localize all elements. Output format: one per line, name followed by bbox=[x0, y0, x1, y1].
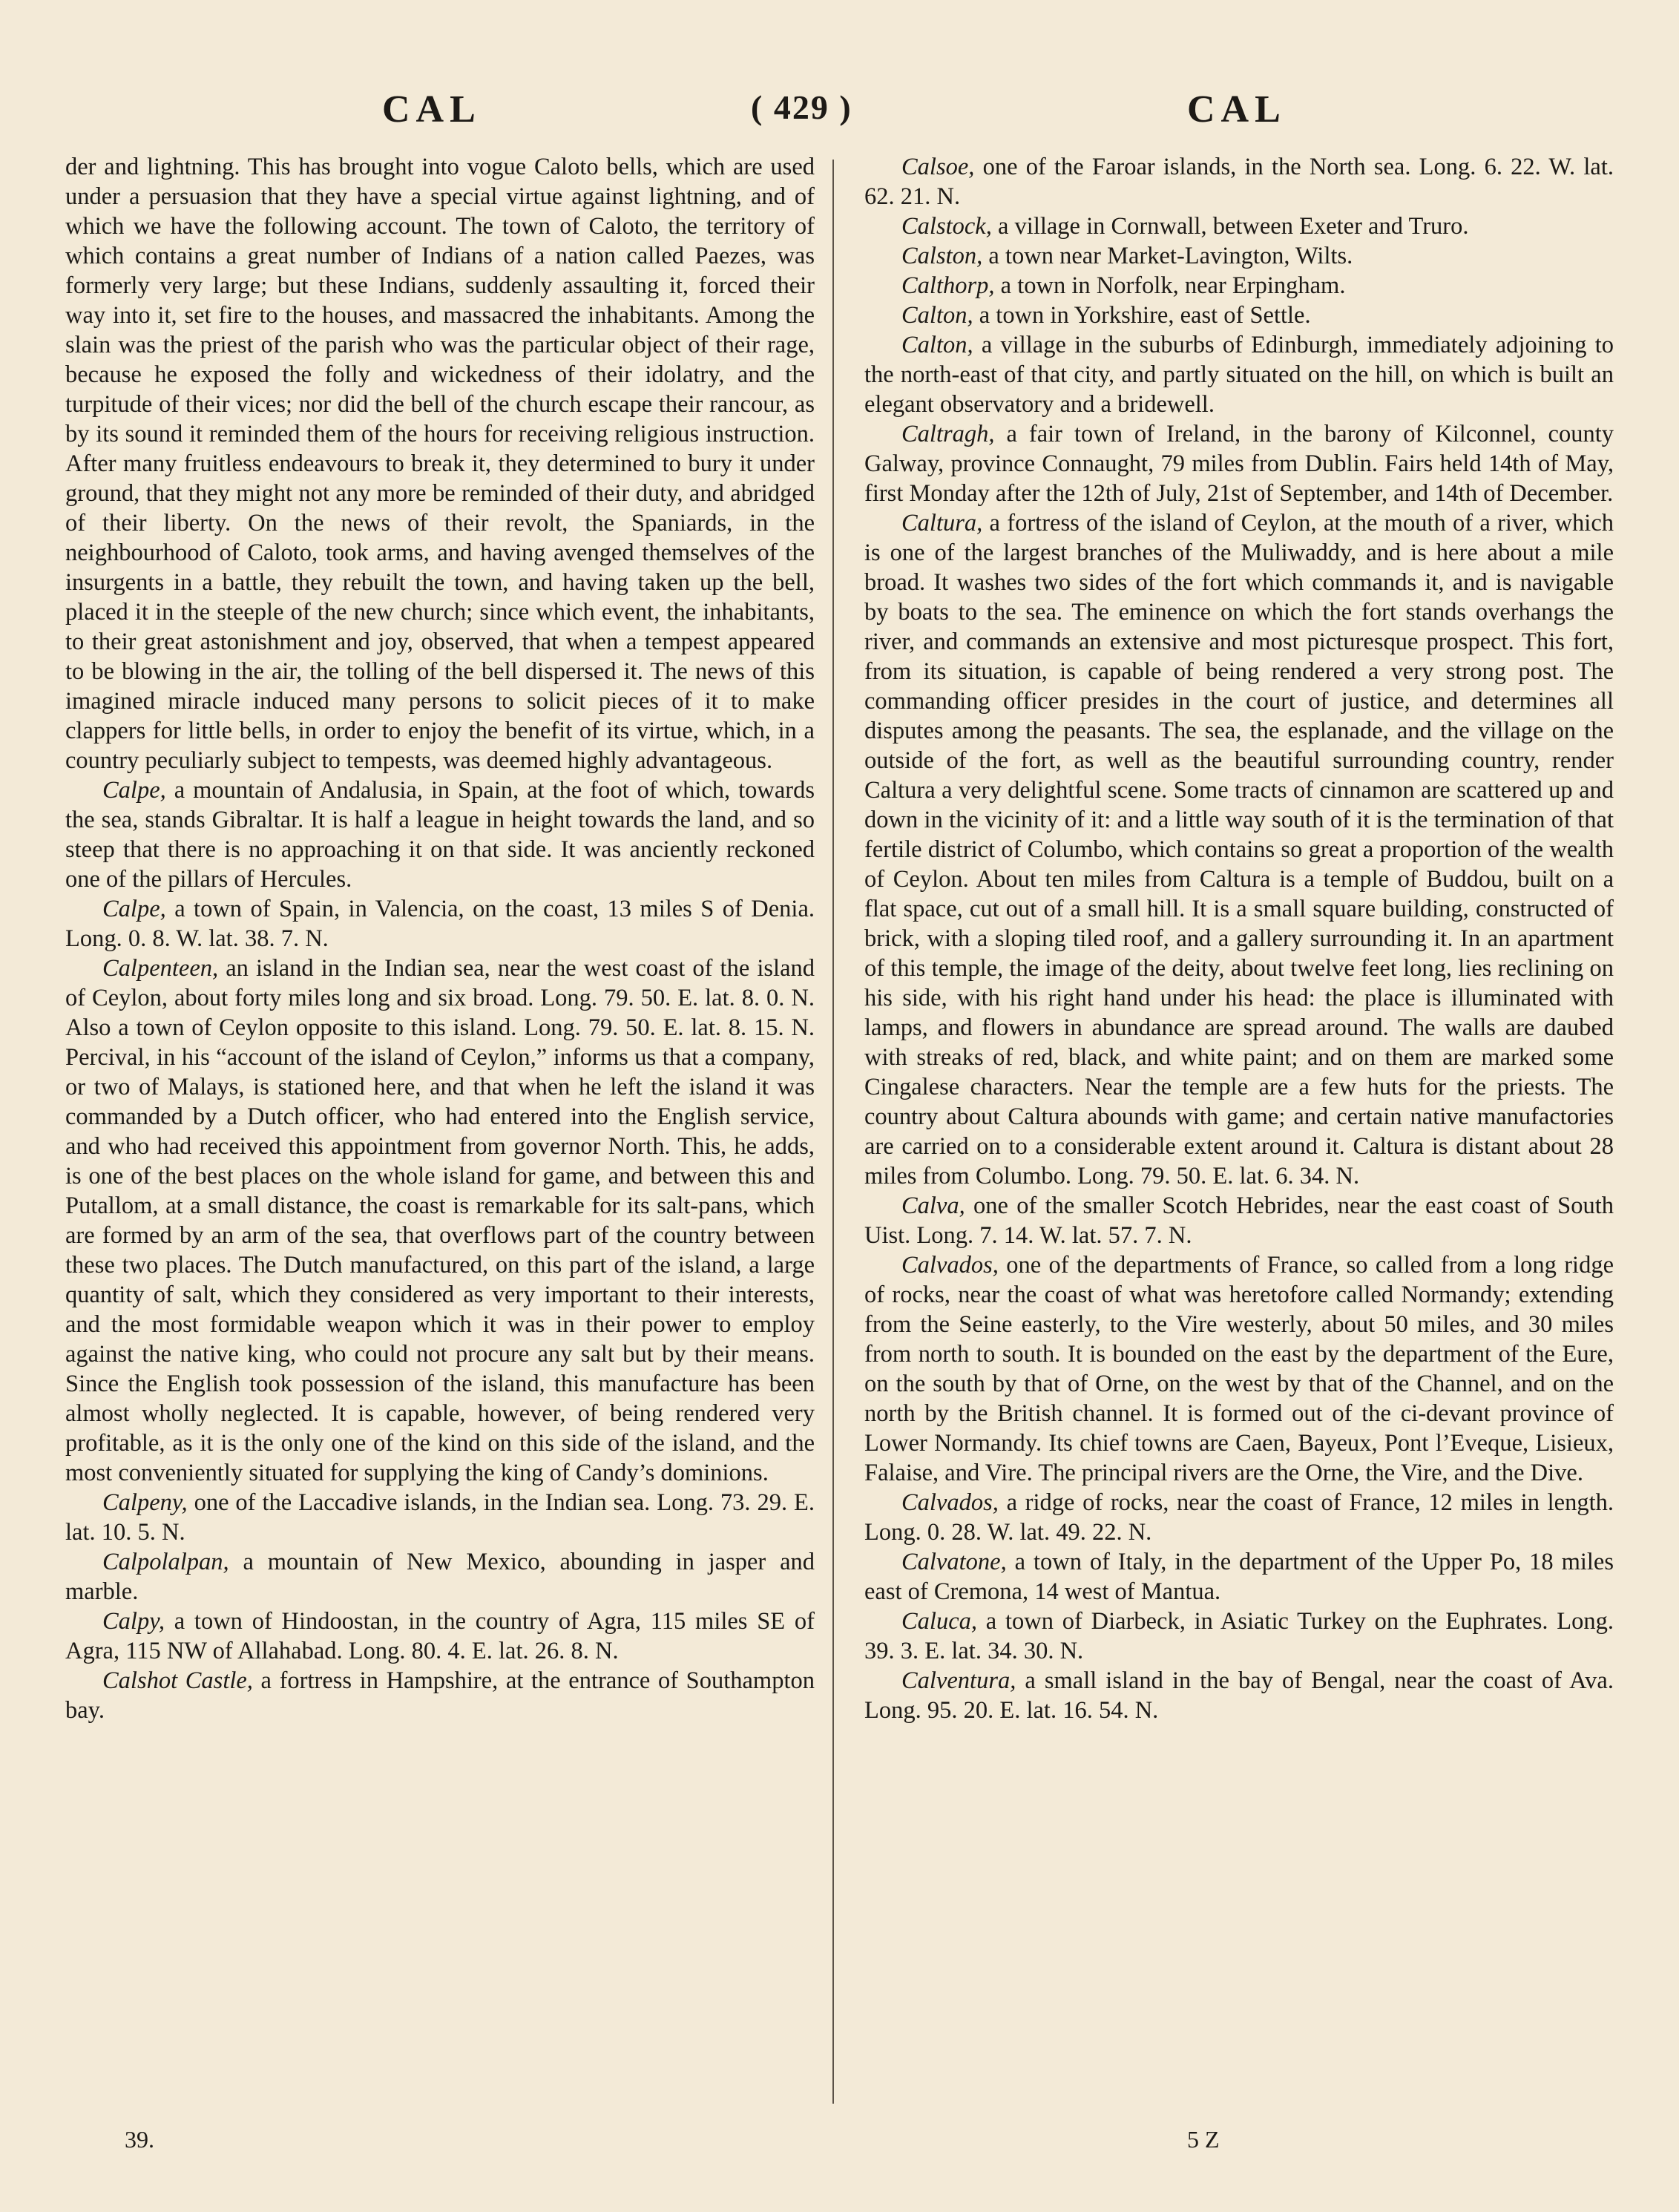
entry bbox=[864, 211, 1614, 241]
entry-term: Calsoe, bbox=[901, 154, 975, 180]
entry-text: one of the Laccadive islands, in the Indian sea. Long. 73. 29. E. lat. 10. 5. N. bbox=[65, 1489, 815, 1546]
entry-term: Calpolalpan, bbox=[102, 1549, 229, 1575]
entry-term: Calstock, bbox=[901, 213, 992, 240]
entry-term: Calpeny, bbox=[102, 1489, 188, 1516]
entry-text: der and lightning. This has brought into vogue Caloto bells, which are used under a persuasion that they have a special virtue against lightning, and of which we have the following account. The town of Caloto, the territory of which contains a great number of Indians of a nation called Paezes, was formerly very large; but these Indians, suddenly assaulting it, forced their way into it, set fire to the houses, and massacred the inhabitants. Among the slain was the priest of the parish who was the particular object of their rage, because he exposed the folly and wickedness of their idolatry, and the turpitude of their vices; nor did the bell of the church escape their rancour, as by its sound it reminded them of the hours for receiving religious instruction. After many fruitless endeavours to break it, they determined to bury it under ground, that they might not any more be reminded of their duty, and abridged of their liberty. On the news of their revolt, the Spaniards, in the neighbourhood of Caloto, took arms, and having avenged themselves of the insurgents in a battle, they rebuilt the town, and having taken up the bell, placed it in the steeple of the new church; since which event, the inhabitants, to their great astonishment and joy, observed, that when a tempest appeared to be blowing in the air, the tolling of the bell dispersed it. The news of this imagined miracle induced many persons to solicit pieces of it to make clappers for little bells, in order to enjoy the benefit of its virtue, which, in a country peculiarly subject to tempests, was deemed highly advantageous. bbox=[65, 154, 815, 774]
right-column bbox=[864, 152, 1614, 1725]
entry-text: a town of Italy, in the department of the Upper Po, 18 miles east of Cremona, 14 west of Mantua. bbox=[864, 1549, 1614, 1605]
entry-term: Calpe, bbox=[102, 777, 166, 804]
signature-number: 39. bbox=[125, 2126, 154, 2153]
entry bbox=[864, 241, 1614, 271]
entry-text: a village in Cornwall, between Exeter and Truro. bbox=[991, 213, 1469, 240]
entry-term: Calvados, bbox=[901, 1489, 999, 1516]
entry-term: Calvados, bbox=[901, 1252, 999, 1279]
entry-term: Calventura, bbox=[901, 1667, 1016, 1694]
running-head-left: CAL bbox=[382, 88, 482, 131]
entry bbox=[864, 1488, 1614, 1547]
entry bbox=[864, 1547, 1614, 1607]
column-divider bbox=[832, 160, 834, 2104]
entry bbox=[864, 1250, 1614, 1488]
entry-text: a fortress of the island of Ceylon, at the mouth of a river, which is one of the largest branches of the Muliwaddy, and is here about a mile broad. It washes two sides of the fort which commands it, and is navigable by boats to the sea. The eminence on which the fort stands overhangs the river, and commands an extensive and most picturesque prospect. This fort, from its situation, is capable of being rendered a very strong post. The commanding officer presides in the court of justice, and determines all disputes among the peasants. The sea, the esplanade, and the village on the outside of the fort, as well as the beautiful surrounding country, render Caltura a very delightful scene. Some tracts of cinnamon are scattered up and down in the vicinity of it: and a little way south of it is the termination of that fertile district of Columbo, which contains so great a proportion of the wealth of Ceylon. About ten miles from Caltura is a temple of Buddou, built on a flat space, cut out of a small hill. It is a small square building, constructed of brick, with a sloping tiled roof, and a gallery surrounding it. In an apartment of this temple, the image of the deity, about twelve feet long, lies reclining on his side, with his right hand under his head: the place is illuminated with lamps, and flowers in abundance are spread around. The walls are daubed with streaks of red, black, and white paint; and on them are marked some Cingalese characters. Near the temple are a few huts for the priests. The country about Caltura abounds with game; and certain native manufactories are carried on to a considerable extent around it. Caltura is distant about 28 miles from Columbo. Long. 79. 50. E. lat. 6. 34. N. bbox=[864, 510, 1614, 1189]
entry-term: Calpenteen, bbox=[102, 955, 219, 982]
entry-term: Calva, bbox=[901, 1192, 965, 1219]
entry-text: one of the Faroar islands, in the North sea. Long. 6. 22. W. lat. 62. 21. N. bbox=[864, 154, 1614, 210]
entry-text: a fortress in Hampshire, at the entrance of Southampton bay. bbox=[65, 1667, 815, 1724]
signature-mark: 5 Z bbox=[1187, 2126, 1220, 2153]
entry-text: one of the smaller Scotch Hebrides, near the east coast of South Uist. Long. 7. 14. W. lat. 57. 7. N. bbox=[864, 1192, 1614, 1249]
entry bbox=[864, 301, 1614, 330]
entry bbox=[864, 330, 1614, 419]
entry-text: a town of Spain, in Valencia, on the coast, 13 miles S of Denia. Long. 0. 8. W. lat. 38. 7. N. bbox=[65, 896, 815, 952]
entry-text: an island in the Indian sea, near the west coast of the island of Ceylon, about forty miles long and six broad. Long. 79. 50. E. lat. 8. 0. N. Also a town of Ceylon opposite to this island. Long. 79. 50. E. lat. 8. 15. N. Percival, in his “account of the island of Ceylon,” informs us that a company, or two of Malays, is stationed here, and that when he left the island it was commanded by a Dutch officer, who had entered into the English service, and who had received this appointment from governor North. This, he adds, is one of the best places on the whole island for game, and between this and Putallom, at a small distance, the coast is remarkable for its salt-pans, which are formed by an arm of the sea, that overflows part of the country between these two places. The Dutch manufactured, on this part of the island, a large quantity of salt, which they considered as very important to their interests, and the most formidable weapon which it was in their power to employ against the native king, who could not procure any salt but by their means. Since the English took possession of the island, this manufacture has been almost wholly neglected. It is capable, however, of being rendered very profitable, as it is the only one of the kind on this side of the island, and the most conveniently situated for supplying the king of Candy’s dominions. bbox=[65, 955, 815, 1486]
entry-term: Calshot Castle, bbox=[102, 1667, 253, 1694]
entry-term: Calpy, bbox=[102, 1608, 165, 1635]
entry-text: a mountain of Andalusia, in Spain, at the foot of which, towards the sea, stands Gibraltar. It is half a league in height towards the land, and so steep that there is no approaching it on that side. It was anciently reckoned one of the pillars of Hercules. bbox=[65, 777, 815, 893]
entry-text: a town in Yorkshire, east of Settle. bbox=[973, 302, 1311, 329]
entry bbox=[65, 1547, 815, 1607]
left-column bbox=[65, 152, 815, 1725]
entry-term: Caluca, bbox=[901, 1608, 978, 1635]
entry-term: Caltragh, bbox=[901, 421, 995, 447]
entry bbox=[65, 894, 815, 954]
entry-term: Calvatone, bbox=[901, 1549, 1007, 1575]
entry-term: Caltura, bbox=[901, 510, 983, 536]
entry-text: one of the departments of France, so called from a long ridge of rocks, near the coast of what was heretofore called Normandy; extending from the Seine easterly, to the Vire westerly, about 50 miles, and 30 miles from north to south. It is bounded on the east by the department of the Eure, on the south by that of Orne, on the west by that of the Channel, and on the north by the British channel. It is formed out of the ci-devant province of Lower Normandy. Its chief towns are Caen, Bayeux, Pont l’Eveque, Lisieux, Falaise, and Vire. The principal rivers are the Orne, the Vire, and the Dive. bbox=[864, 1252, 1614, 1486]
entry-text: a small island in the bay of Bengal, near the coast of Ava. Long. 95. 20. E. lat. 16. 54. N. bbox=[864, 1667, 1614, 1724]
entry-text: a ridge of rocks, near the coast of France, 12 miles in length. Long. 0. 28. W. lat. 49. 22. N. bbox=[864, 1489, 1614, 1546]
entry-text: a mountain of New Mexico, abounding in jasper and marble. bbox=[65, 1549, 815, 1605]
entry-term: Calston, bbox=[901, 243, 983, 269]
entry-term: Calthorp, bbox=[901, 272, 995, 299]
entry bbox=[65, 1666, 815, 1725]
entry-text: a town in Norfolk, near Erpingham. bbox=[994, 272, 1346, 299]
entry-text: a fair town of Ireland, in the barony of Kilconnel, county Galway, province Connaught, 79 miles from Dublin. Fairs held 14th of May, first Monday after the 12th of July, 21st of September, and 14th of December. bbox=[864, 421, 1614, 507]
entry-text: a town near Market-Lavington, Wilts. bbox=[982, 243, 1353, 269]
entry-text: a village in the suburbs of Edinburgh, immediately adjoining to the north-east of that city, and partly situated on the hill, on which is built an elegant observatory and a bridewell. bbox=[864, 332, 1614, 418]
entry bbox=[65, 954, 815, 1488]
entry bbox=[864, 508, 1614, 1191]
entry-text: a town of Diarbeck, in Asiatic Turkey on the Euphrates. Long. 39. 3. E. lat. 34. 30. N. bbox=[864, 1608, 1614, 1664]
entry bbox=[864, 271, 1614, 301]
entry-term: Calton, bbox=[901, 302, 973, 329]
entry bbox=[864, 152, 1614, 211]
entry bbox=[65, 775, 815, 894]
entry bbox=[65, 1607, 815, 1666]
entry bbox=[65, 1488, 815, 1547]
entry-text: a town of Hindoostan, in the country of Agra, 115 miles SE of Agra, 115 NW of Allahabad. Long. 80. 4. E. lat. 26. 8. N. bbox=[65, 1608, 815, 1664]
page-number: ( 429 ) bbox=[751, 88, 852, 126]
entry bbox=[864, 1607, 1614, 1666]
entry-term: Calton, bbox=[901, 332, 973, 358]
entry bbox=[864, 1191, 1614, 1250]
entry bbox=[864, 1666, 1614, 1725]
entry-term: Calpe, bbox=[102, 896, 166, 922]
running-head-right: CAL bbox=[1187, 88, 1287, 131]
entry bbox=[864, 419, 1614, 508]
entry bbox=[65, 152, 815, 775]
